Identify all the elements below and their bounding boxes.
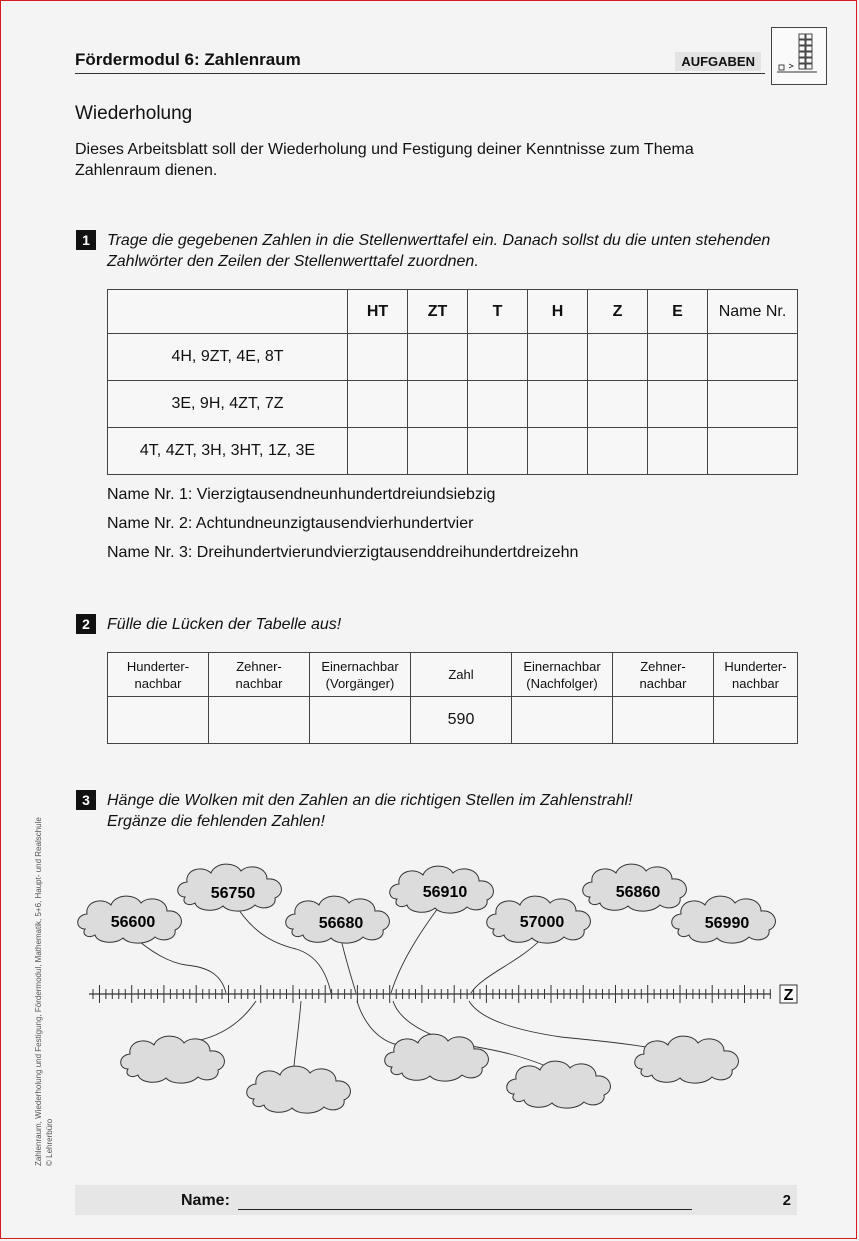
table-row: [108, 428, 798, 475]
input-cell[interactable]: [528, 428, 588, 475]
cloud-number: 57000: [519, 914, 565, 931]
empty-cloud[interactable]: [247, 1066, 351, 1113]
connector-line: [469, 1001, 646, 1047]
table-row: [108, 381, 798, 428]
header-t: T: [468, 290, 528, 334]
input-cell[interactable]: [588, 381, 648, 428]
input-cell[interactable]: [512, 697, 613, 744]
empty-cloud[interactable]: [507, 1061, 611, 1108]
input-cell[interactable]: [348, 381, 408, 428]
input-cell[interactable]: [108, 697, 209, 744]
name-3: Name Nr. 3: Dreihundertvierundvierzigtausenddreihundertdreizehn: [107, 544, 579, 561]
header-ht: HT: [348, 290, 408, 334]
connector-line: [391, 904, 441, 993]
input-cell[interactable]: [708, 428, 798, 475]
name-2: Name Nr. 2: Achtundneunzigtausendvierhundertvier: [107, 515, 474, 532]
cloud-number: 56860: [615, 884, 661, 901]
intro-text: Dieses Arbeitsblatt soll der Wiederholung und Festigung deiner Kenntnisse zum Thema Zahlenraum dienen.: [75, 141, 694, 179]
place-value-header-row: [108, 290, 798, 334]
header-z: Z: [588, 290, 648, 334]
header-zt: ZT: [408, 290, 468, 334]
sidebar-credits: [33, 817, 55, 1166]
input-cell[interactable]: [648, 428, 708, 475]
header-zehner-nachher: Zehner- nachbar: [613, 653, 714, 697]
place-value-table: [107, 289, 798, 475]
input-cell[interactable]: [528, 334, 588, 381]
header-zehner-vorher: Zehner- nachbar: [209, 653, 310, 697]
header-name-nr: Name Nr.: [708, 290, 798, 334]
task-3-instruction: [107, 790, 787, 832]
footer-bar: [75, 1185, 797, 1215]
header-hunderter-nachher: Hunderter- nachbar: [714, 653, 798, 697]
input-cell[interactable]: [588, 334, 648, 381]
name-1: Name Nr. 1: Vierzigtausendneunhundertdreiundsiebzig: [107, 486, 496, 503]
input-cell[interactable]: [348, 428, 408, 475]
input-cell[interactable]: [468, 334, 528, 381]
connector-line: [131, 934, 226, 993]
header-vorgaenger: Einernachbar (Vorgänger): [310, 653, 411, 697]
input-cell[interactable]: [408, 334, 468, 381]
input-cell[interactable]: [714, 697, 798, 744]
input-cell[interactable]: [468, 381, 528, 428]
connector-line: [471, 939, 541, 993]
axis-label: Z: [783, 987, 794, 1004]
input-cell[interactable]: [613, 697, 714, 744]
cloud-number: 56910: [422, 884, 468, 901]
neighbors-table: [107, 652, 798, 744]
header-e: E: [648, 290, 708, 334]
row-label: 4T, 4ZT, 3H, 3HT, 1Z, 3E: [108, 428, 348, 475]
input-cell[interactable]: [708, 334, 798, 381]
input-cell[interactable]: [588, 428, 648, 475]
task-1-number: 1: [76, 230, 96, 250]
input-cell[interactable]: [408, 428, 468, 475]
header-hunderter-vorher: Hunderter- nachbar: [108, 653, 209, 697]
neighbors-header-row: [108, 653, 798, 697]
number-line-diagram: [1, 851, 859, 1121]
input-cell[interactable]: [468, 428, 528, 475]
aufgaben-badge: AUFGABEN: [675, 52, 761, 71]
blocks-logo-icon: [771, 27, 827, 85]
empty-cloud[interactable]: [635, 1036, 739, 1083]
sidebar-line-2: © Lehrerbüro: [45, 1118, 54, 1166]
task-3-number: 3: [76, 790, 96, 810]
empty-cloud[interactable]: [385, 1034, 489, 1081]
name-label: Name:: [181, 1192, 230, 1209]
given-number: 590: [411, 697, 512, 744]
cloud-number: 56680: [318, 915, 364, 932]
header-nachfolger: Einernachbar (Nachfolger): [512, 653, 613, 697]
page-header: [75, 47, 765, 74]
task-3-line-1: Hänge die Wolken mit den Zahlen an die richtigen Stellen im Zahlenstrahl!: [107, 792, 633, 809]
header-cell-empty: [108, 290, 348, 334]
empty-cloud[interactable]: [121, 1036, 225, 1083]
cloud-number: 56990: [704, 915, 750, 932]
cloud-number: 56750: [210, 885, 256, 902]
sidebar-line-1: Zahlenraum, Wiederholung und Festigung, Fördermodul, Mathematik, 5+6, Haupt- und Realschule: [34, 817, 43, 1166]
table-row: [108, 334, 798, 381]
input-cell[interactable]: [348, 334, 408, 381]
table-row: [108, 697, 798, 744]
task-1-instruction: Trage die gegebenen Zahlen in die Stellenwerttafel ein. Danach sollst du die unten stehenden Zahlwörter den Zeilen der Stellenwerttafel zuordnen.: [107, 232, 771, 270]
section-title: Wiederholung: [75, 103, 193, 124]
input-cell[interactable]: [209, 697, 310, 744]
page-number: 2: [782, 1192, 791, 1209]
name-input-line[interactable]: [238, 1209, 692, 1210]
row-label: 4H, 9ZT, 4E, 8T: [108, 334, 348, 381]
input-cell[interactable]: [310, 697, 411, 744]
connector-line: [196, 1001, 256, 1041]
row-label: 3E, 9H, 4ZT, 7Z: [108, 381, 348, 428]
page-title: Fördermodul 6: Zahlenraum: [75, 50, 301, 69]
task-2-instruction: Fülle die Lücken der Tabelle aus!: [107, 616, 342, 633]
input-cell[interactable]: [408, 381, 468, 428]
connector-line: [294, 1001, 301, 1066]
connector-line: [341, 939, 356, 993]
cloud-number: 56600: [110, 914, 156, 931]
header-zahl: Zahl: [411, 653, 512, 697]
input-cell[interactable]: [648, 334, 708, 381]
input-cell[interactable]: [648, 381, 708, 428]
input-cell[interactable]: [528, 381, 588, 428]
task-2-number: 2: [76, 614, 96, 634]
input-cell[interactable]: [708, 381, 798, 428]
task-3-line-2: Ergänze die fehlenden Zahlen!: [107, 813, 325, 830]
connector-line: [357, 1001, 426, 1045]
header-h: H: [528, 290, 588, 334]
